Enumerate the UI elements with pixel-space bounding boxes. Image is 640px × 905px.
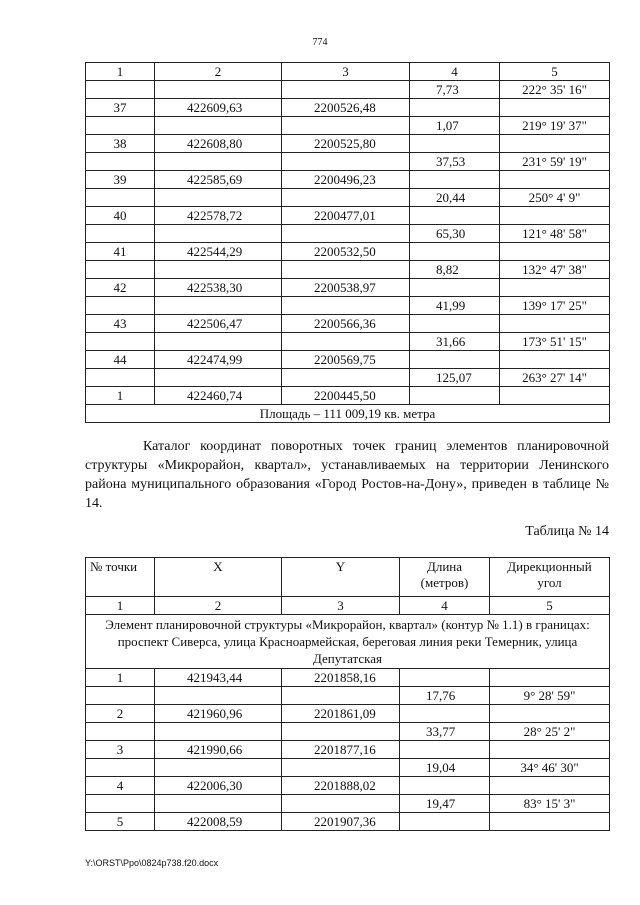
table-row [86,207,610,225]
direction-angle [500,387,610,405]
table-row [86,369,610,387]
y-coordinate: 2200496,23 [282,171,410,189]
column-number: 5 [500,63,610,81]
x-coordinate [155,261,282,279]
direction-angle: 231° 59' 19" [500,153,610,171]
y-coordinate [282,687,400,705]
direction-angle: 219° 19' 37" [500,117,610,135]
x-coordinate: 422544,29 [155,243,282,261]
header-direction-angle: Дирекционный угол [490,558,610,597]
y-coordinate [282,795,400,813]
x-coordinate [155,759,282,777]
table-row [86,723,610,741]
point-number: 41 [86,243,155,261]
segment-length [410,351,500,369]
column-number: 4 [410,63,500,81]
point-number [86,759,155,777]
x-coordinate: 422538,30 [155,279,282,297]
x-coordinate [155,81,282,99]
y-coordinate: 2201907,36 [282,813,400,831]
table-row [86,351,610,369]
page-number: 774 [312,37,328,48]
direction-angle [490,705,610,723]
table-row [86,387,610,405]
x-coordinate: 421960,96 [155,705,282,723]
table-row [86,279,610,297]
direction-angle: 263° 27' 14" [500,369,610,387]
point-number: 4 [86,777,155,795]
y-coordinate: 2200532,50 [282,243,410,261]
point-number [86,117,155,135]
y-coordinate: 2200538,97 [282,279,410,297]
segment-length: 65,30 [410,225,500,243]
direction-angle: 83° 15' 3" [490,795,610,813]
table-row [86,813,610,831]
direction-angle: 121° 48' 58" [500,225,610,243]
x-coordinate [155,369,282,387]
direction-angle: 173° 51' 15" [500,333,610,351]
segment-length: 37,53 [410,153,500,171]
segment-length: 41,99 [410,297,500,315]
y-coordinate: 2201858,16 [282,669,400,687]
point-number: 44 [86,351,155,369]
column-number: 3 [282,597,400,615]
table-row [86,153,610,171]
direction-angle: 34° 46' 30" [490,759,610,777]
table-row [86,135,610,153]
element-description: Элемент планировочной структуры «Микрорайон, квартал» (контур № 1.1) в границах: проспект Сиверса, улица Красноармейская, береговая линия реки Темерник, улица Депутатская [86,615,610,669]
y-coordinate: 2201877,16 [282,741,400,759]
point-number: 40 [86,207,155,225]
table-row [86,171,610,189]
column-number: 1 [86,597,155,615]
element-description-row [86,615,610,669]
point-number: 39 [86,171,155,189]
y-coordinate: 2201888,02 [282,777,400,795]
segment-length [410,135,500,153]
column-number-row [86,63,610,81]
y-coordinate [282,759,400,777]
table-row [86,81,610,99]
segment-length [400,777,490,795]
y-coordinate [282,261,410,279]
table-row [86,189,610,207]
column-number: 1 [86,63,155,81]
segment-length [410,99,500,117]
header-point-number: № точки [86,558,155,597]
direction-angle [500,99,610,117]
point-number [86,189,155,207]
direction-angle [500,171,610,189]
column-number-row [86,597,610,615]
table-row [86,795,610,813]
point-number [86,333,155,351]
table-row [86,777,610,795]
table-row [86,705,610,723]
direction-angle: 250° 4' 9" [500,189,610,207]
segment-length [410,243,500,261]
column-number: 2 [155,63,282,81]
x-coordinate: 422506,47 [155,315,282,333]
point-number [86,153,155,171]
segment-length: 7,73 [410,81,500,99]
x-coordinate [155,153,282,171]
table-row [86,333,610,351]
point-number: 5 [86,813,155,831]
x-coordinate: 422460,74 [155,387,282,405]
segment-length: 31,66 [410,333,500,351]
x-coordinate: 422578,72 [155,207,282,225]
table-row [86,315,610,333]
x-coordinate [155,687,282,705]
direction-angle [490,777,610,795]
table-row [86,261,610,279]
y-coordinate [282,153,410,171]
y-coordinate [282,117,410,135]
direction-angle: 9° 28' 59" [490,687,610,705]
area-value: Площадь – 111 009,19 кв. метра [86,405,610,423]
y-coordinate: 2200525,80 [282,135,410,153]
x-coordinate: 422008,59 [155,813,282,831]
point-number [86,81,155,99]
segment-length: 1,07 [410,117,500,135]
point-number [86,723,155,741]
direction-angle [500,351,610,369]
table-row [86,741,610,759]
header-length: Длина (метров) [400,558,490,597]
y-coordinate [282,189,410,207]
segment-length: 19,47 [400,795,490,813]
y-coordinate [282,225,410,243]
direction-angle: 132° 47' 38" [500,261,610,279]
point-number: 43 [86,315,155,333]
direction-angle: 28° 25' 2" [490,723,610,741]
y-coordinate: 2200526,48 [282,99,410,117]
x-coordinate [155,189,282,207]
point-number [86,225,155,243]
direction-angle [500,135,610,153]
direction-angle [500,243,610,261]
x-coordinate [155,117,282,135]
y-coordinate: 2201861,09 [282,705,400,723]
file-path: Y:\ORST\Ppo\0824p738.f20.docx [85,858,219,868]
segment-length: 125,07 [410,369,500,387]
y-coordinate [282,297,410,315]
y-coordinate: 2200477,01 [282,207,410,225]
point-number [86,261,155,279]
point-number: 2 [86,705,155,723]
x-coordinate: 422585,69 [155,171,282,189]
x-coordinate [155,333,282,351]
table-row [86,669,610,687]
y-coordinate [282,369,410,387]
x-coordinate [155,225,282,243]
point-number [86,297,155,315]
segment-length [400,669,490,687]
y-coordinate [282,81,410,99]
x-coordinate: 422474,99 [155,351,282,369]
segment-length: 33,77 [400,723,490,741]
x-coordinate [155,795,282,813]
direction-angle [490,813,610,831]
table-header-row [86,558,610,597]
point-number [86,369,155,387]
table-caption: Таблица № 14 [525,524,609,539]
y-coordinate [282,723,400,741]
area-row [86,405,610,423]
segment-length [410,315,500,333]
direction-angle [500,315,610,333]
segment-length: 20,44 [410,189,500,207]
point-number: 1 [86,387,155,405]
x-coordinate: 421990,66 [155,741,282,759]
direction-angle [500,207,610,225]
coordinates-table-14 [85,557,610,831]
table-row [86,297,610,315]
table-row [86,225,610,243]
point-number: 42 [86,279,155,297]
column-number: 5 [490,597,610,615]
point-number: 3 [86,741,155,759]
x-coordinate [155,297,282,315]
table-row [86,117,610,135]
table-row [86,759,610,777]
y-coordinate: 2200569,75 [282,351,410,369]
point-number: 38 [86,135,155,153]
segment-length: 17,76 [400,687,490,705]
segment-length [410,279,500,297]
point-number [86,687,155,705]
table-row [86,243,610,261]
direction-angle [500,279,610,297]
point-number: 37 [86,99,155,117]
segment-length [410,387,500,405]
segment-length [410,207,500,225]
segment-length [400,705,490,723]
point-number [86,795,155,813]
segment-length: 8,82 [410,261,500,279]
direction-angle [490,741,610,759]
x-coordinate: 422608,80 [155,135,282,153]
direction-angle [490,669,610,687]
x-coordinate: 422006,30 [155,777,282,795]
coordinates-table-continued [85,62,610,423]
header-y: Y [282,558,400,597]
x-coordinate [155,723,282,741]
direction-angle: 222° 35' 16" [500,81,610,99]
header-x: X [155,558,282,597]
segment-length [410,171,500,189]
segment-length [400,741,490,759]
column-number: 2 [155,597,282,615]
table-row [86,99,610,117]
point-number: 1 [86,669,155,687]
direction-angle: 139° 17' 25" [500,297,610,315]
column-number: 3 [282,63,410,81]
y-coordinate: 2200445,50 [282,387,410,405]
x-coordinate: 422609,63 [155,99,282,117]
column-number: 4 [400,597,490,615]
table-row [86,687,610,705]
y-coordinate: 2200566,36 [282,315,410,333]
y-coordinate [282,333,410,351]
x-coordinate: 421943,44 [155,669,282,687]
segment-length [400,813,490,831]
catalog-paragraph: Каталог координат поворотных точек границ элементов планировочной структуры «Микрорайон, квартал», устанавливаемых на территории Ленинского района муниципального образования «Город Ростов-на-Дону», приведен в таблице № 14. [85,439,609,511]
segment-length: 19,04 [400,759,490,777]
